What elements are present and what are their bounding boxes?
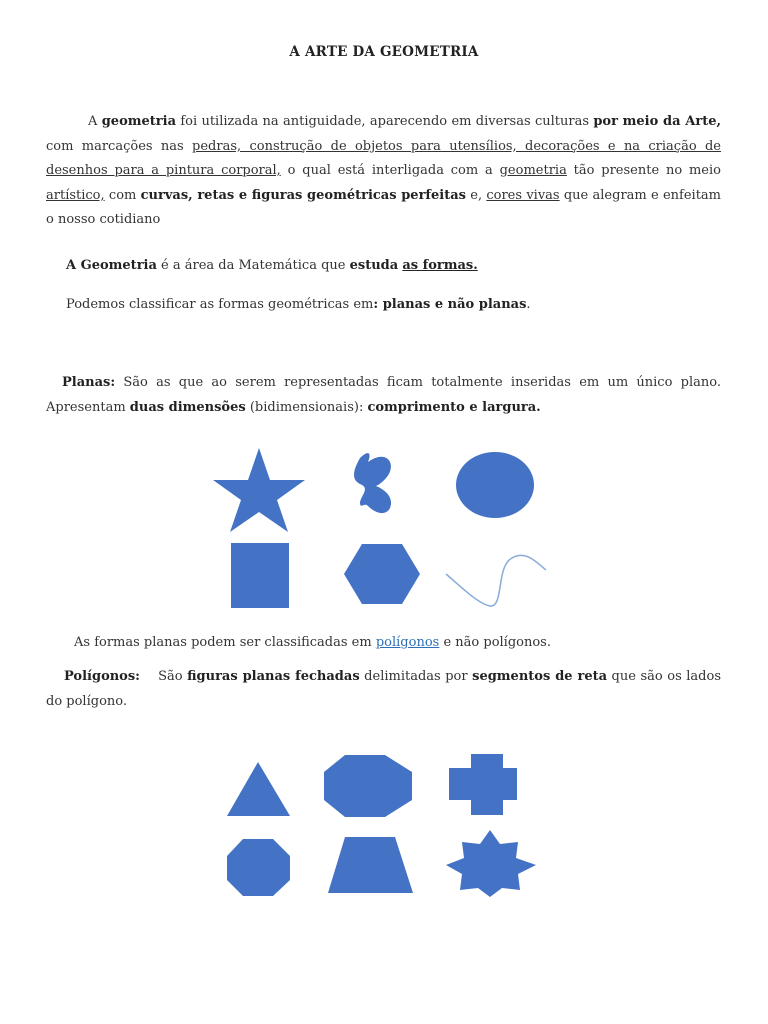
star-shape [213, 448, 305, 532]
planas-bold: duas dimensões [129, 399, 246, 415]
classify-bold: : planas e não planas [373, 297, 527, 312]
intro-text: A [88, 114, 102, 129]
cross-shape [449, 754, 517, 815]
intro-text: com [104, 187, 141, 203]
classify-text: Podemos classificar as formas geométricas em [66, 297, 374, 312]
poligonos-bold: figuras planas fechadas [187, 669, 360, 684]
intro-text: foi utilizada na antiguidade, aparecendo em diversas culturas [176, 114, 594, 129]
planas-bold: comprimento e largura. [367, 399, 541, 415]
intro-bold: por meio da Arte, [593, 114, 721, 129]
wide-octagon-shape [324, 755, 412, 817]
polygon-shapes-figure [220, 750, 550, 900]
planas-paragraph [46, 371, 721, 420]
intro-bold: curvas, retas e figuras geométricas perfeitas [140, 187, 466, 203]
curve-line [446, 555, 546, 606]
planas-bold: Planas: [62, 375, 116, 390]
poligonos-text: São [139, 669, 188, 684]
plane-shapes-figure [200, 438, 560, 618]
plane-shapes-svg [200, 438, 560, 618]
polygon-shapes-svg [220, 750, 550, 900]
definition-bold-underlined: as formas. [402, 258, 478, 273]
intro-text: e, [465, 187, 487, 203]
poligonos-bold: Polígonos: [64, 669, 140, 684]
trapezoid-shape [328, 837, 413, 893]
ellipse-shape [456, 452, 534, 518]
definition-text: é a área da Matemática que [156, 258, 350, 273]
definition-bold: estuda [349, 258, 399, 273]
planas-text: São as que ao serem representadas ficam totalmente inseridas em um único plano. Apresentam [46, 375, 721, 415]
square-shape [231, 543, 289, 608]
definition-bold: A Geometria [66, 258, 157, 273]
intro-underlined: pedras, construção de objetos para utensílios, decorações e na criação de desenhos para a pintura corporal, [46, 138, 722, 178]
poligonos-paragraph [46, 665, 721, 714]
intro-bold: geometria [101, 114, 176, 129]
intro-underlined: artístico, [46, 187, 105, 203]
poligonos-bold: segmentos de reta [472, 669, 608, 684]
classify-text: . [526, 297, 531, 312]
eight-point-star-shape [446, 830, 536, 897]
intro-text: o qual está interligada com a [280, 163, 500, 178]
intro-text: tão presente no meio [566, 163, 721, 178]
intro-text: com marcações nas [46, 138, 193, 154]
definition-paragraph [66, 254, 721, 279]
poligonos-text: que são os lados do polígono. [46, 669, 721, 709]
octagon-shape [227, 839, 290, 896]
poligonos-text: delimitadas por [359, 669, 473, 684]
planas-text: (bidimensionais): [245, 399, 368, 415]
hexagon-shape [344, 544, 420, 604]
poligonos-link[interactable]: polígonos [375, 635, 440, 650]
classify2-text: e não polígonos. [439, 635, 551, 650]
intro-underlined: cores vivas [486, 187, 560, 203]
classify-paragraph [66, 293, 721, 318]
intro-underlined: geometria [499, 163, 567, 178]
irregular-shape [354, 453, 391, 513]
intro-text: que alegram e enfeitam o nosso cotidiano [46, 187, 722, 227]
triangle-shape [227, 762, 290, 816]
classify2-paragraph [74, 631, 721, 656]
classify2-text: As formas planas podem ser classificadas em [74, 635, 376, 650]
page-title: A ARTE DA GEOMETRIA [289, 44, 479, 60]
intro-paragraph [46, 110, 721, 233]
